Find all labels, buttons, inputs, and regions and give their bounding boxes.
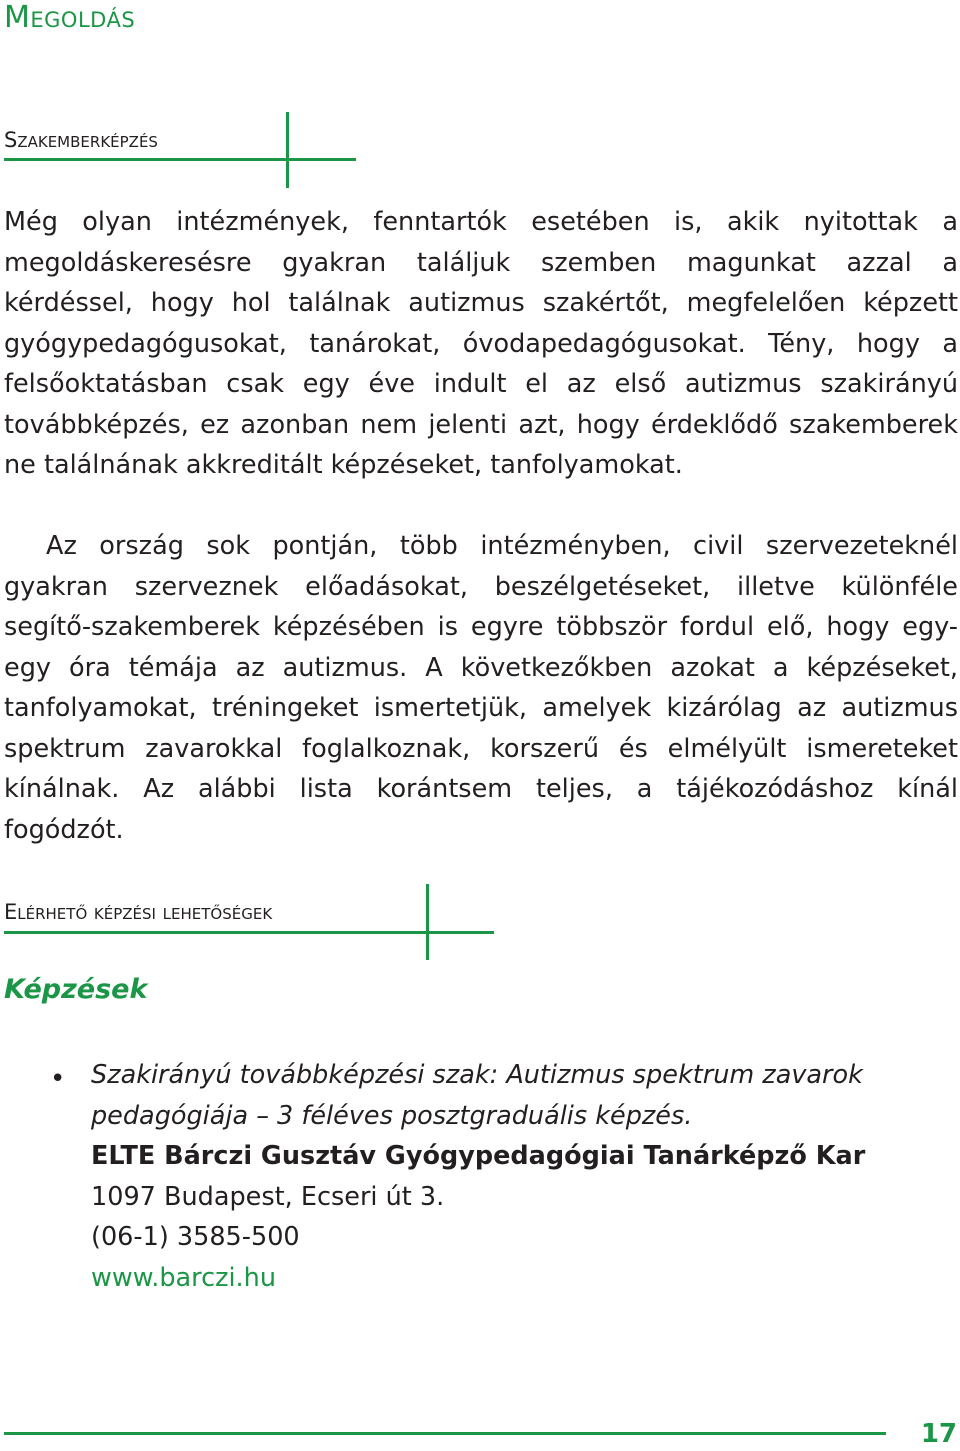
page-number: 17	[920, 1419, 957, 1449]
section-tick-mark	[286, 112, 289, 188]
section-underline	[4, 158, 356, 161]
section-tick-mark	[426, 884, 429, 960]
footer-rule	[4, 1432, 886, 1435]
institution-name: ELTE Bárczi Gusztáv Gyógypedagógiai Tanárképző Kar	[91, 1141, 866, 1171]
institution-website-link[interactable]: www.barczi.hu	[91, 1262, 276, 1293]
section-heading-kepzesi-lehetosegek	[4, 898, 272, 926]
institution-address: 1097 Budapest, Ecseri út 3.	[91, 1181, 445, 1212]
bullet-icon: •	[50, 1064, 66, 1094]
section-heading-text: Elérhető képzési lehetőségek	[4, 900, 273, 924]
body-paragraph-2: Az ország sok pontján, több intézményben, civil szervezeteknél gyakran szerveznek előadásokat, beszélgetéseket, illetve különféle segítő-szakemberek képzésében is egyre többször fordul elő, hogy egy-egy óra témája az autizmus. A következőkben azokat a képzéseket, tanfolyamokat, tréningeket ismertetjük, amelyek kizárólag az autizmus spektrum zavarokkal foglalkoznak, korszerű és elmélyült ismereteket kínálnak. Az alábbi lista korántsem teljes, a tájékozódáshoz kínál fogódzót.	[4, 531, 958, 845]
course-title-line-2: pedagógiája – 3 féléves posztgraduális képzés.	[91, 1100, 693, 1131]
course-title-line-1: Szakirányú továbbképzési szak: Autizmus spektrum zavarok	[91, 1060, 863, 1090]
list-item-content	[91, 1055, 931, 1298]
section-heading-szakemberkepzes	[4, 126, 158, 154]
chapter-title: Megoldás	[4, 0, 136, 35]
section-heading-text: Szakemberképzés	[4, 128, 158, 152]
institution-phone: (06-1) 3585-500	[91, 1222, 300, 1252]
body-paragraph-1: Még olyan intézmények, fenntartók esetében is, akik nyitottak a megoldáskeresésre gyakran találjuk szemben magunkat azzal a kérdéssel, hogy hol találnak autizmus szakértőt, megfelelően képzett gyógypedagógusokat, tanárokat, óvodapedagógusokat. Tény, hogy a felsőoktatásban csak egy éve indult el az első autizmus szakirányú továbbképzés, ez azonban nem jelenti azt, hogy érdeklődő szakemberek ne találnának akkreditált képzéseket, tanfolyamokat.	[4, 207, 958, 480]
section-underline	[4, 931, 494, 934]
subheading-kepzesek: Képzések	[4, 974, 148, 1005]
